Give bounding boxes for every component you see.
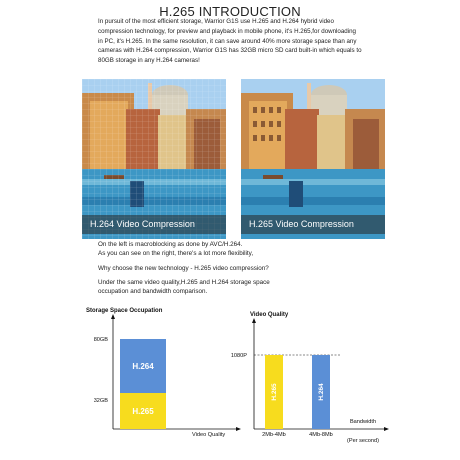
- h264-bar-label: H.264: [132, 362, 154, 371]
- ytick-32gb: 32GB: [93, 398, 108, 404]
- intro-line: compression technology, for preview and playback in mobile phone, it's H.265,for downloading: [98, 27, 356, 35]
- page-title: H.265 INTRODUCTION: [159, 4, 301, 19]
- ytick-1080p: 1080P: [230, 353, 247, 359]
- macroblocking-note: [98, 241, 358, 258]
- h265-bar-label: H.265: [132, 407, 154, 416]
- h265-venice-photo: [241, 79, 385, 239]
- intro-paragraph: [98, 17, 398, 66]
- storage-chart: [80, 305, 245, 445]
- note-line: As you can see on the right, there's a lot more flexibility,: [98, 249, 254, 257]
- h264-venice-photo: [82, 79, 226, 239]
- h264-bar-label: H.264: [318, 383, 325, 401]
- ytick-80gb: 80GB: [93, 337, 108, 343]
- bandwidth-xlabel: Bandwidth: [349, 419, 377, 425]
- comparison-note: [98, 279, 328, 296]
- bandwidth-xlabel-unit: (Per second): [346, 438, 380, 444]
- intro-line: cameras with H.264 compression, Warrior G1S has 32GB micro SD card built-in which equals to: [98, 47, 362, 55]
- note-line: On the left is macroblocking as done by AVC/H.264.: [98, 241, 243, 248]
- storage-chart-xlabel: Video Quality: [192, 432, 226, 438]
- h265-caption: H.265 Video Compression: [241, 215, 385, 234]
- h265-bar-label: H.265: [271, 383, 278, 401]
- intro-line: In pursuit of the most efficient storage, Warrior G1S use H.265 and H.264 hybrid video: [98, 18, 334, 25]
- bandwidth-chart-title: Video Quality: [250, 312, 289, 318]
- bandwidth-chart: [230, 305, 396, 450]
- storage-chart-title: Storage Space Occupation: [86, 308, 163, 314]
- y-axis-arrow: [111, 314, 115, 319]
- intro-line: in PC, it's H.265. In the same resolution, it can save around 40% more storage space than any: [98, 37, 357, 45]
- x-axis-arrow: [384, 427, 389, 431]
- h264-caption: H.264 Video Compression: [82, 215, 226, 234]
- why-h265-question: Why choose the new technology - H.265 video compression?: [98, 265, 269, 272]
- y-axis-arrow: [252, 318, 256, 323]
- xtick-4mb-8mb: 4Mb-8Mb: [309, 432, 333, 438]
- intro-line: 80GB storage in any H.264 cameras!: [98, 57, 200, 65]
- note-line: occupation and bandwidth comparison.: [98, 287, 208, 295]
- xtick-2mb-4mb: 2Mb-4Mb: [262, 432, 286, 438]
- note-line: Under the same video quality,H.265 and H.264 storage space: [98, 279, 270, 286]
